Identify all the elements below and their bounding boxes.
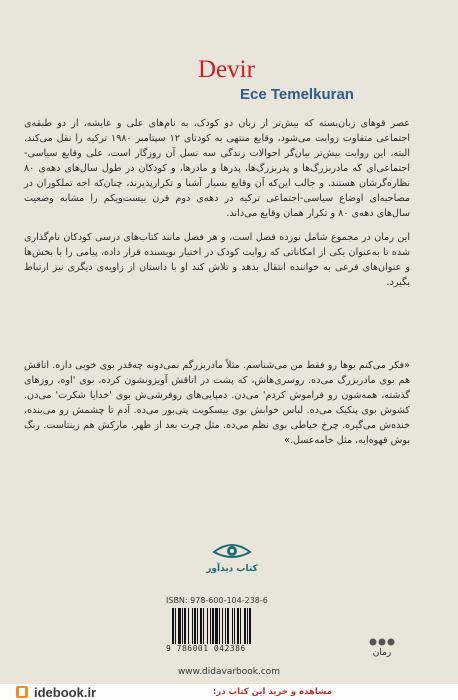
logo-text: idebook.ir [34,685,97,700]
genre-label: رمان [372,648,392,658]
barcode-number: 9 786001 042386 [166,644,246,653]
dots-icon [368,637,396,647]
synopsis [24,116,410,299]
title-block [0,0,458,110]
barcode-bar [207,608,208,644]
purchase-cta[interactable]: مشاهده و خرید این کتاب در: [212,687,332,697]
barcode-bar [194,608,196,644]
barcode-bar [200,608,202,644]
footer-banner[interactable] [0,684,458,700]
barcode-bar [247,608,248,644]
synopsis-paragraph: عصر قوهای زبان‌بسته که بیش‌تر از زبان دو کودک، به نام‌های علی و عایشه، از دو طبقه‌ی اجتماعی متفاوت روایت می‌شود، وقایع منتهی به کودتای ۱۲ سپتامبر ۱۹۸۰ ترکیه را نقل می‌کند. البته، این روایت بیش‌تر بیان‌گر احوالات زندگی سه نسل آن روزگار است، علی وقایع سیاسی-اجتماعی‌ای که مادربزرگ‌ها و پدربزرگ‌ها، پدرها و مادرها، و کودکان در طول سال‌های دهه‌ی ۸۰ نظاره‌گرشان هستند. و جالب این‌که آن وقایع بسیار آشنا و تکرارپذیرند، چنان‌که اجه تملکوران در مصاحبه‌ای اوضاع سیاسی-اجتماعی ترکیه در دهه‌ی دوم قرن بیست‌ویکم را مشابه وضعیت سال‌های دهه‌ی ۸۰ و تکرار همان وقایع می‌داند. [24,118,410,219]
eye-icon [200,538,264,564]
barcode-bar [172,608,174,644]
barcode-bar [203,608,204,644]
barcode-bar [219,608,220,644]
barcode-bar [234,608,235,644]
publisher-logo [200,538,264,590]
barcode-bar [212,608,214,644]
barcode-bar [240,608,241,644]
genre-mark [368,632,396,662]
barcode-bar [222,608,223,644]
publisher-website[interactable]: www.didavarbook.com [177,667,281,677]
synopsis-paragraph: این رمان در مجموع شامل نوزده فصل است، و هر فصل مانند کتاب‌های درسی کودکان نام‌گذاری شده تا به‌عنوان یکی از امکاناتی که روایت کودک در اختیار نویسنده قرار داده، پیامی را با بخش‌ها و عنوان‌های فرعی به خواننده انتقال بدهد و تلاش کند او با داستان از زاویه‌ی دیگری نیز ارتباط بگیرد. [24,232,410,288]
barcode-bar [227,608,229,644]
barcode-bar [184,608,186,644]
barcode-area [166,596,306,658]
barcode-bar [237,608,239,644]
excerpt-quote: «فکر می‌کنم بوها رو فقط من می‌شناسم. مثلاً مادربزرگم نمی‌دونه چه‌قدر بوی خوبی داره. اتاقش هم بوی مادربزرگ می‌ده. روسری‌هاش، که پشت در اتاقش آویزونشون کرده، بوی 'اوه، روزهای گذشته، همه‌شون رو فراموش کردم' می‌دن. دمپایی‌های روفرشی‌ش بوی 'خدایا شکرت' می‌دن. کشوش بوی پنکیک می‌ده. لباس خوابش بوی بیسکویت پتی‌بور می‌ده. آدم تا چشمش رو می‌بنده، خنده‌ش می‌گیره. چرخ خیاطی بوی نظم می‌ده. مثل چرت بعد از ظهر. مارکش هم زینتاست. رنگ بوش قهوه‌ایه، مثل خامه‌عسل.» [24,360,410,446]
barcode-bar [210,608,211,644]
barcode-bar [249,608,251,644]
barcode-bar [192,608,193,644]
isbn: ISBN: 978-600-104-238-6 [166,596,268,605]
author-name: Ece Temelkuran [240,86,354,103]
barcode [170,608,294,644]
barcode-bar [178,608,181,644]
barcode-bar [244,608,246,644]
barcode-bar [215,608,218,644]
publisher-name: کتاب دیدآور [206,564,258,574]
barcode-bar [188,608,189,644]
book-icon [14,684,30,700]
barcode-bar [232,608,233,644]
barcode-bar [182,608,183,644]
barcode-bar [225,608,226,644]
barcode-bar [175,608,176,644]
book-title: Devir [198,56,255,83]
barcode-bar [197,608,198,644]
